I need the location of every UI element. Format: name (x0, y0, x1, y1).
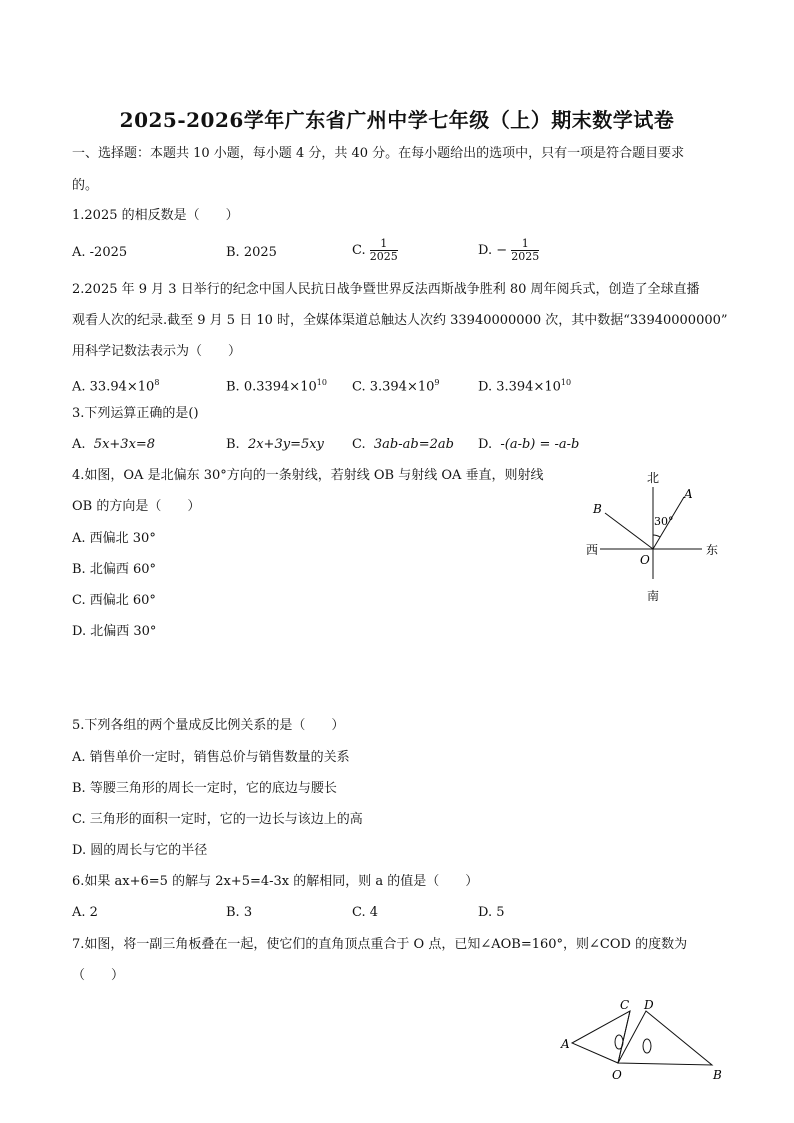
option-c-exponent: 9 (434, 378, 440, 387)
question-3-option-a (72, 437, 155, 453)
fraction-denominator: 2025 (511, 250, 540, 263)
option-b-exponent: 10 (316, 378, 327, 387)
question-7-line1: 7.如图，将一副三角板叠在一起，使它们的直角顶点重合于 O 点，已知∠AOB=160°，则∠COD 的度数为 (72, 937, 688, 952)
hole-circle-right (643, 1039, 651, 1053)
question-4-option-a: A. 西偏北 30° (72, 531, 156, 546)
hole-circle-left (615, 1035, 623, 1049)
label-b: B (593, 502, 602, 516)
label-south: 南 (647, 589, 660, 603)
label-north: 北 (647, 471, 660, 485)
question-4-option-c: C. 西偏北 60° (72, 593, 156, 608)
label-angle: 30° (654, 515, 674, 528)
option-b-expression: 2x+3y=5xy (247, 437, 324, 452)
question-4-line2: OB 的方向是（ ） (72, 499, 201, 514)
question-2-option-b (226, 375, 327, 395)
question-5-option-b: B. 等腰三角形的周长一定时，它的底边与腰长 (72, 781, 337, 796)
option-d-expression: -(a-b) = -a-b (500, 437, 580, 452)
question-1-option-c (352, 238, 398, 263)
option-c-label: C. (352, 243, 366, 258)
question-7-line2: （ ） (72, 968, 125, 983)
question-1-option-d (478, 238, 539, 263)
compass-figure (580, 465, 730, 605)
question-3-option-b (226, 437, 324, 453)
question-2-line3: 用科学记数法表示为（ ） (72, 344, 242, 359)
question-4-option-d: D. 北偏西 30° (72, 624, 157, 639)
option-c-label: C. (352, 437, 366, 452)
label-west: 西 (586, 543, 599, 557)
option-c-expression: 3ab-ab=2ab (373, 437, 454, 452)
question-1-stem: 1.2025 的相反数是（ ） (72, 208, 239, 223)
triangle-odb (618, 1011, 712, 1065)
section1-instructions-line2: 的。 (72, 178, 99, 193)
section1-instructions-line1: 一、选择题：本题共 10 小题，每小题 4 分，共 40 分。在每小题给出的选项中，只有一项是符合题目要求 (72, 146, 685, 161)
label-d: D (644, 998, 654, 1012)
question-5-option-c: C. 三角形的面积一定时，它的一边长与该边上的高 (72, 812, 363, 827)
fraction-numerator: 1 (511, 238, 539, 251)
question-6-option-d: D. 5 (478, 905, 505, 920)
exam-title: 2025-2026学年广东省广州中学七年级（上）期末数学试卷 (119, 108, 675, 132)
ray-ob (605, 513, 653, 549)
option-d-base: D. 3.394×10 (478, 379, 561, 395)
question-1-option-b: B. 2025 (226, 245, 277, 260)
fraction-c (370, 238, 398, 263)
option-a-expression: 5x+3x=8 (93, 437, 156, 452)
label-c: C (620, 998, 630, 1012)
question-2-option-c (352, 375, 440, 395)
question-6-option-b: B. 3 (226, 905, 253, 920)
fraction-numerator: 1 (370, 238, 398, 251)
label-a: A (561, 1037, 570, 1051)
triangle-figure (558, 995, 728, 1085)
option-d-exponent: 10 (560, 378, 572, 387)
angle-arc (653, 535, 660, 537)
label-o: O (612, 1068, 622, 1082)
question-3-option-d (478, 437, 579, 453)
option-b-label: B. (226, 437, 240, 452)
question-2-line2: 观看人次的纪录.截至 9 月 5 日 10 时，全媒体渠道总触达人次约 33940000000 次，其中数据“33940000000” (72, 313, 728, 328)
question-4-option-b: B. 北偏西 60° (72, 562, 156, 577)
label-a: A (684, 487, 693, 501)
segment-oc (618, 1011, 630, 1063)
question-2-option-d (478, 375, 571, 395)
question-6-option-c: C. 4 (352, 905, 379, 920)
option-a-exponent: 8 (154, 378, 160, 387)
label-b: B (713, 1068, 722, 1082)
option-d-label: D. − (478, 243, 508, 258)
option-d-label: D. (478, 437, 493, 452)
fraction-d (511, 238, 539, 263)
question-2-option-a (72, 375, 159, 395)
question-3-stem: 3.下列运算正确的是() (72, 406, 199, 421)
question-6-stem: 6.如果 ax+6=5 的解与 2x+5=4-3x 的解相同，则 a 的值是（ ） (72, 874, 479, 889)
question-2-line1: 2.2025 年 9 月 3 日举行的纪念中国人民抗日战争暨世界反法西斯战争胜利 80 周年阅兵式，创造了全球直播 (72, 282, 700, 297)
fraction-denominator: 2025 (369, 250, 398, 263)
label-o: O (640, 553, 650, 567)
question-3-option-c (352, 437, 454, 453)
question-6-option-a: A. 2 (72, 905, 98, 920)
option-b-base: B. 0.3394×10 (226, 379, 317, 395)
option-c-base: C. 3.394×10 (352, 379, 435, 395)
label-east: 东 (706, 543, 719, 557)
question-5-option-d: D. 圆的周长与它的半径 (72, 843, 208, 858)
option-a-base: A. 33.94×10 (72, 379, 155, 395)
question-5-option-a: A. 销售单价一定时，销售总价与销售数量的关系 (72, 750, 350, 765)
question-1-option-a: A. -2025 (72, 245, 128, 260)
question-5-stem: 5.下列各组的两个量成反比例关系的是（ ） (72, 718, 345, 733)
option-a-label: A. (72, 437, 86, 452)
question-4-line1: 4.如图，OA 是北偏东 30°方向的一条射线，若射线 OB 与射线 OA 垂直，则射线 (72, 468, 544, 483)
